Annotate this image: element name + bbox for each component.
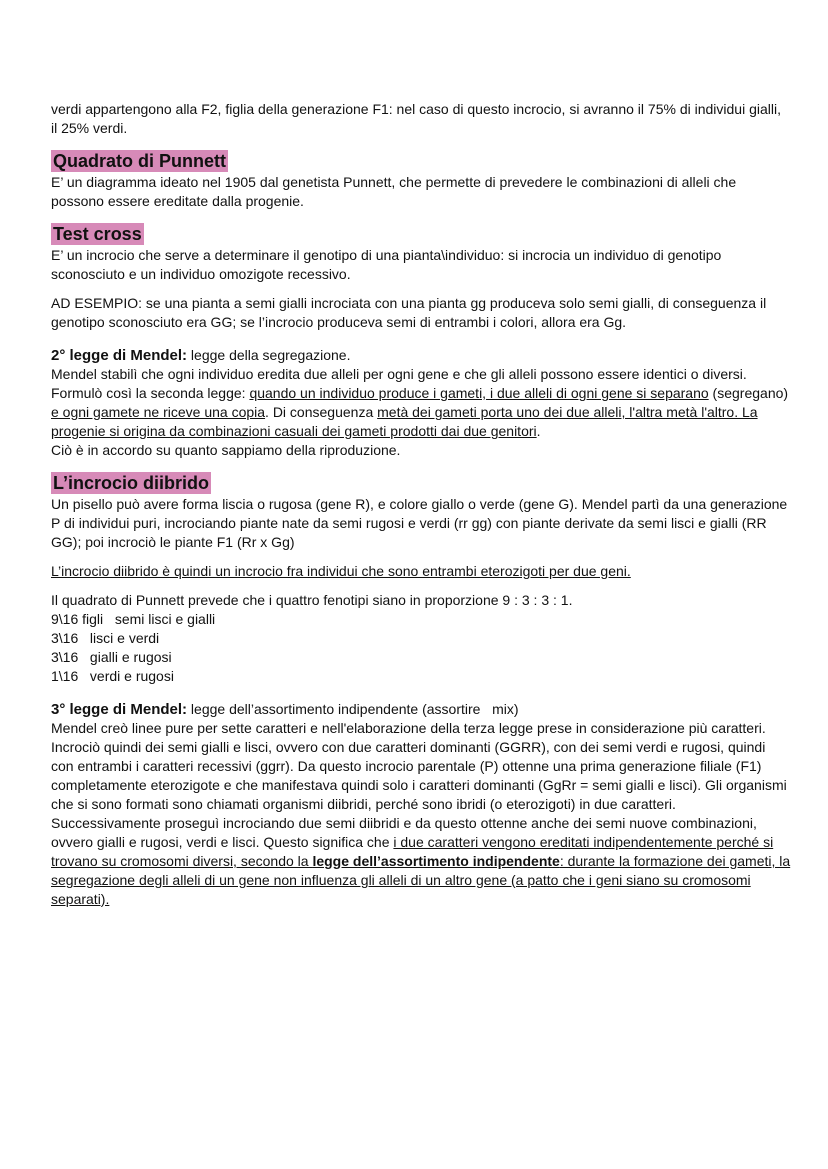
punnett-paragraph: E’ un diagramma ideato nel 1905 dal genetista Punnett, che permette di prevedere le combinazioni di alleli che possono essere ereditate dalla progenie. [51,174,737,209]
law3-underline-2: : durante la formazione dei gameti, la segregazione degli alleli di un gene non influenza gli alleli di un altro gene (a patto che i geni siano su cromosomi separati). [51,853,791,907]
law2-closing: Ciò è in accordo su quanto sappiamo della riproduzione. [51,442,401,458]
testcross-paragraph: E’ un incrocio che serve a determinare il genotipo di una pianta\individuo: si incrocia un individuo di genotipo sconosciuto e un individuo omozigote recessivo. [51,247,722,282]
law2-title: 2° legge di Mendel: [51,347,188,364]
law2-underline-2: e ogni gamete ne riceve una copia [51,404,266,420]
law2-text-1: Mendel stabilì che ogni individuo eredita due alleli per ogni gene e che gli alleli possono essere identici o diversi. Formulò così la seconda legge: [51,366,747,401]
law3-paragraph-3 [51,814,791,909]
law3-bold-underline: legge dell’assortimento indipendente [312,853,560,869]
law2-text-3: . Di conseguenza [265,404,378,420]
law2-paragraph [51,365,791,441]
law3-title-line [51,700,791,719]
law3-paragraph-1: Mendel creò linee pure per sette caratteri e nell'elaborazione della terza legge prese in considerazione più caratteri. [51,720,766,736]
law2-title-line [51,346,791,365]
intro-paragraph: verdi appartengono alla F2, figlia della generazione F1: nel caso di questo incrocio, si avranno il 75% di individui gialli, il 25% verdi. [51,101,781,136]
law3-underline-1: i due caratteri vengono ereditati indipendentemente perché si trovano su cromosomi diversi, secondo la [51,834,774,869]
law2-underline-1: quando un individuo produce i gameti, i due alleli di ogni gene si separano [249,385,709,401]
law2-subtitle: legge della segregazione. [187,347,351,363]
law2-underline-3: metà dei gameti porta uno dei due alleli, l'altra metà l'altro. La progenie si origina da combinazioni casuali dei gameti prodotti dai due genitori [51,404,758,439]
ratio-line: 9\16 figli semi lisci e gialli [51,611,216,627]
ratio-intro: Il quadrato di Punnett prevede che i quattro fenotipi siano in proporzione 9 : 3 : 3 : 1. [51,592,573,608]
punnett-heading: Quadrato di Punnett [53,151,226,171]
testcross-heading: Test cross [53,224,142,244]
ratio-line: 3\16 gialli e rugosi [51,649,172,665]
testcross-example: AD ESEMPIO: se una pianta a semi gialli incrociata con una pianta gg produceva solo semi gialli, di conseguenza il genotipo sconosciuto era GG; se l’incrocio produceva semi di entrambi i colori, allora era Gg. [51,295,767,330]
dihybrid-heading: L’incrocio diibrido [53,473,210,493]
law3-subtitle: legge dell’assortimento indipendente (assortire mix) [187,701,519,717]
law2-text-4: . [536,423,541,439]
dihybrid-paragraph: Un pisello può avere forma liscia o rugosa (gene R), e colore giallo o verde (gene G). Mendel partì da una generazione P di individui puri, incrociando piante nate da semi rugosi e verdi (rr gg) con piante derivate da semi lisci e gialli (RR GG); poi incrociò le piante F1 (Rr x Gg) [51,496,788,550]
document-body [51,100,791,909]
law3-text-3a: Successivamente proseguì incrociando due semi diibridi e da questo ottenne anche dei semi nuove combinazioni, ovvero gialli e rugosi, verdi e lisci. Questo significa che [51,815,757,850]
ratio-line: 1\16 verdi e rugosi [51,668,174,684]
law2-text-2: (segregano) [708,385,789,401]
law3-paragraph-2: Incrociò quindi dei semi gialli e lisci, ovvero con due caratteri dominanti (GGRR), con dei semi verdi e rugosi, quindi con entrambi i caratteri recessivi (ggrr). Da questo incrocio parentale (P) ottenne una prima generazione filiale (F1) completamente eterozigote e che manifestava quindi solo i caratteri dominanti (GgRr = semi gialli e lisci). Gli organismi che si sono formati sono chiamati organismi diibridi, perché sono ibridi (o eterozigoti) in due caratteri. [51,739,787,812]
dihybrid-definition: L’incrocio diibrido è quindi un incrocio fra individui che sono entrambi eterozigoti per due geni. [51,563,631,579]
law3-title: 3° legge di Mendel: [51,701,188,718]
ratio-line: 3\16 lisci e verdi [51,630,160,646]
